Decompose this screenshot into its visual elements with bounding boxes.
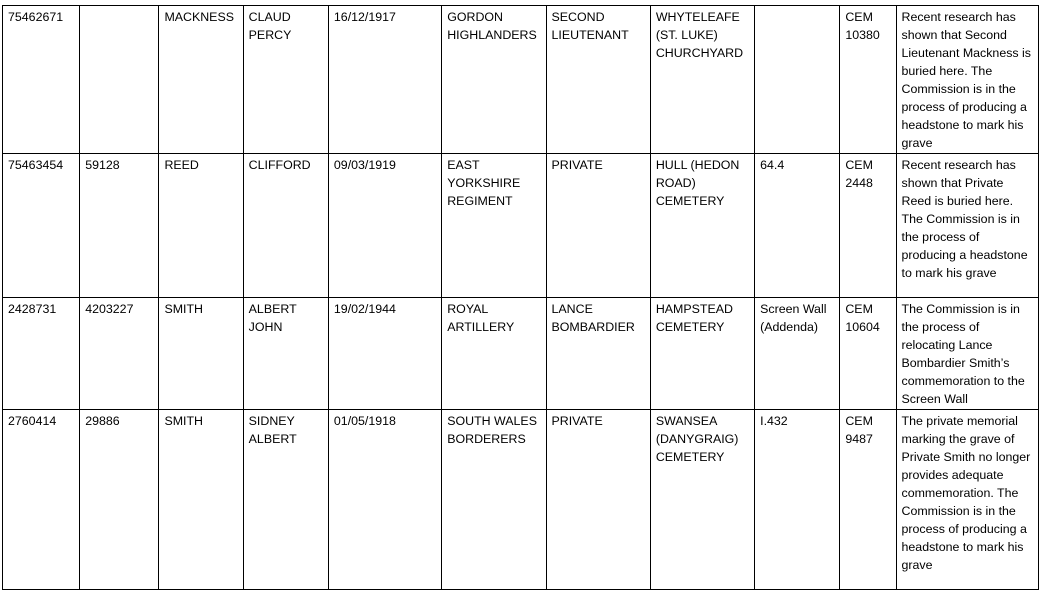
table-cell: CEM 9487 xyxy=(840,410,896,590)
table-cell: 75462671 xyxy=(3,6,80,154)
table-row xyxy=(3,154,1039,298)
table-cell: 4203227 xyxy=(80,298,159,410)
table-cell: PRIVATE xyxy=(546,154,650,298)
table-cell: 19/02/1944 xyxy=(328,298,441,410)
table-cell: Recent research has shown that Second Lieutenant Mackness is buried here. The Commission is in the process of producing a headstone to mark his grave xyxy=(896,6,1038,154)
table-cell: CEM 2448 xyxy=(840,154,896,298)
table-cell: 09/03/1919 xyxy=(328,154,441,298)
table-cell: 59128 xyxy=(80,154,159,298)
table-cell: The Commission is in the process of relocating Lance Bombardier Smith’s commemoration to the Screen Wall xyxy=(896,298,1038,410)
table-cell: ROYAL ARTILLERY xyxy=(442,298,546,410)
table-cell: 29886 xyxy=(80,410,159,590)
table-cell: 16/12/1917 xyxy=(328,6,441,154)
table-cell: SMITH xyxy=(159,410,243,590)
table-cell: CEM 10604 xyxy=(840,298,896,410)
table-cell: 64.4 xyxy=(755,154,840,298)
table-row xyxy=(3,410,1039,590)
table-cell: SIDNEY ALBERT xyxy=(243,410,328,590)
table-cell: 75463454 xyxy=(3,154,80,298)
table-cell: SMITH xyxy=(159,298,243,410)
table-cell: The private memorial marking the grave of Private Smith no longer provides adequate commemoration. The Commission is in the process of producing a headstone to mark his grave xyxy=(896,410,1038,590)
table-cell: HAMPSTEAD CEMETERY xyxy=(650,298,754,410)
table-cell xyxy=(755,6,840,154)
table-cell: SOUTH WALES BORDERERS xyxy=(442,410,546,590)
table-cell: SWANSEA (DANYGRAIG) CEMETERY xyxy=(650,410,754,590)
table-cell: CEM 10380 xyxy=(840,6,896,154)
table-cell: Recent research has shown that Private Reed is buried here. The Commission is in the process of producing a headstone to mark his grave xyxy=(896,154,1038,298)
table-cell: REED xyxy=(159,154,243,298)
table-cell: CLAUD PERCY xyxy=(243,6,328,154)
table-cell: I.432 xyxy=(755,410,840,590)
table-cell: CLIFFORD xyxy=(243,154,328,298)
table-cell: MACKNESS xyxy=(159,6,243,154)
table-cell: PRIVATE xyxy=(546,410,650,590)
table-row xyxy=(3,6,1039,154)
table-cell: ALBERT JOHN xyxy=(243,298,328,410)
table-cell: Screen Wall (Addenda) xyxy=(755,298,840,410)
table-cell: EAST YORKSHIRE REGIMENT xyxy=(442,154,546,298)
table-cell: 2760414 xyxy=(3,410,80,590)
table-row xyxy=(3,298,1039,410)
table-cell: 01/05/1918 xyxy=(328,410,441,590)
table-cell: WHYTELEAFE (ST. LUKE) CHURCHYARD xyxy=(650,6,754,154)
table-cell: GORDON HIGHLANDERS xyxy=(442,6,546,154)
table-cell: SECOND LIEUTENANT xyxy=(546,6,650,154)
records-table xyxy=(2,5,1039,590)
table-cell: HULL (HEDON ROAD) CEMETERY xyxy=(650,154,754,298)
table-cell: LANCE BOMBARDIER xyxy=(546,298,650,410)
table-cell: 2428731 xyxy=(3,298,80,410)
table-cell xyxy=(80,6,159,154)
